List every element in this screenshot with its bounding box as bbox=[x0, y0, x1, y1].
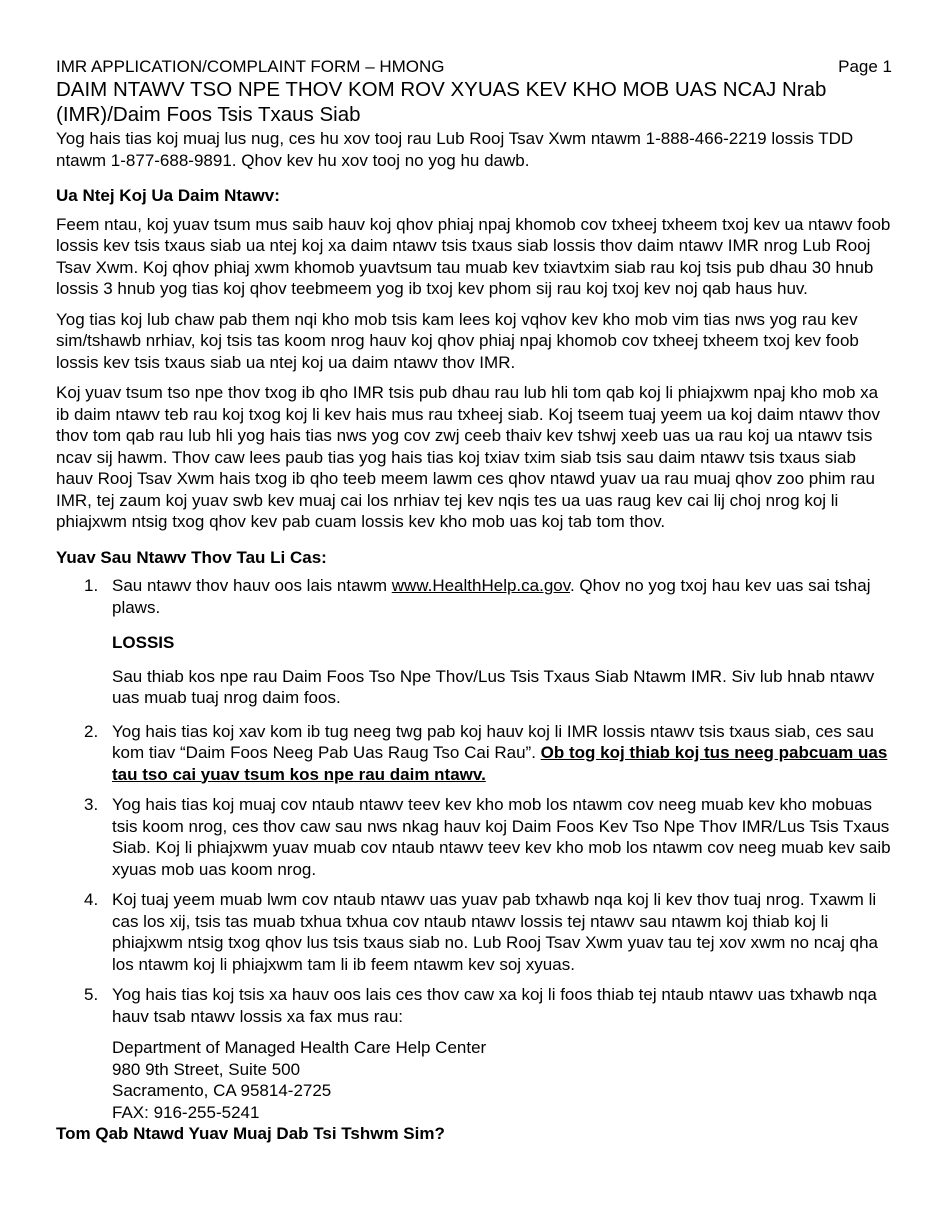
list-number: 3. bbox=[84, 795, 99, 814]
paragraph-six-month-deadline: Koj yuav tsum tso npe thov txog ib qho IMR tsis pub dhau rau lub hli tom qab koj li phiajxwm npaj kho mob xa ib daim ntawv teb rau koj txog koj li kev hais mus rau txheej siab. Koj tseem tuaj yeem ua koj daim ntawv thov thov tom qab rau lub hli yog hais tias nws yog cov zwj ceeb thaiv kev tshwj xeeb uas ua rau koj ua ntawv tsis ncav sij hawm. Thov caw lees paub tias yog hais tias koj txiav txim siab tsis sau daim ntawv tsis txaus siab hauv Rooj Tsav Xwm hais txog ib qho teeb meem lawm ces qhov ntawd yuav ua rau muaj qhov zoo phim rau IMR, tej zaum koj yuav swb kev muaj cai los nrhiav tej kev nqis tes ua uas raug kev cai lij choj nrog koj li phiajxwm ntsig txog qhov kev pab cuam lossis kev kho mob uas koj tab tom thov. bbox=[56, 383, 880, 531]
mailing-address bbox=[112, 1037, 892, 1123]
item-text: Yog hais tias koj muaj cov ntaub ntawv teev kev kho mob los ntawm cov neeg muab kev kho mobuas tsis koom nrog, ces thov caw sau nws nkag hauv koj Daim Foos Kev Tso Npe Thov IMR/Lus Tsis Txaus Siab. Koj li phiajxwm yuav muab cov ntaub ntawv teev kev kho mob los ntawm cov neeg muab kev saib xyuas mob uas koom nrog. bbox=[112, 795, 891, 879]
instructions-list-continued bbox=[56, 721, 892, 1124]
item-text: . Qhov no yog txoj hau kev uas sai tshaj plaws. bbox=[112, 576, 871, 617]
address-line: Sacramento, CA 95814-2725 bbox=[112, 1081, 332, 1100]
list-number: 1. bbox=[84, 576, 99, 595]
list-item bbox=[56, 984, 892, 1123]
signature-requirement: Ob tog koj thiab koj tus neeg pabcuam uas tau tso cai yuav tsum kos npe rau daim ntawv. bbox=[112, 743, 888, 784]
list-number: 4. bbox=[84, 890, 99, 909]
list-item bbox=[56, 575, 892, 618]
intro-paragraph: Yog hais tias koj muaj lus nug, ces hu xov tooj rau Lub Rooj Tsav Xwm ntawm 1-888-466-2219 lossis TDD ntawm 1-877-688-9891. Qhov kev hu xov tooj no yog hu dawb. bbox=[56, 129, 854, 170]
page-header bbox=[56, 56, 892, 77]
page-number: Page 1 bbox=[838, 57, 892, 76]
instructions-list bbox=[56, 575, 892, 618]
form-name: IMR APPLICATION/COMPLAINT FORM – HMONG bbox=[56, 57, 445, 76]
list-item bbox=[56, 889, 892, 975]
item-text: Yog hais tias koj xav kom ib tug neeg twg pab koj hauv koj li IMR lossis ntawv tsis txaus siab, ces sau kom tiav “Daim Foos Neeg Pab Uas Raug Tso Cai Rau”. bbox=[112, 721, 874, 762]
section-heading-what-happens-next: Tom Qab Ntawd Yuav Muaj Dab Tsi Tshwm Sim? bbox=[56, 1124, 445, 1143]
list-number: 2. bbox=[84, 721, 99, 741]
paragraph-experimental-denial: Yog tias koj lub chaw pab them nqi kho mob tsis kam lees koj vqhov kev kho mob vim tias nws yog rau kev sim/tshawb nrhiav, koj tsis tas koom nrog hauv koj qhov phiaj npaj khomob cov txheej txheem txoj kev foob lossis kev tsis txaus siab ua ntej koj ua daim ntawv thov IMR. bbox=[56, 309, 859, 372]
list-item bbox=[56, 721, 892, 786]
section-heading-how-to-apply: Yuav Sau Ntawv Thov Tau Li Cas: bbox=[56, 547, 327, 567]
paragraph-grievance-process: Feem ntau, koj yuav tsum mus saib hauv koj qhov phiaj npaj khomob cov txheej txheem txoj kev ua ntawv foob lossis kev tsis txaus siab ua ntej koj xa daim ntawv tsis txaus siab lossis thov daim ntawv IMR nrog Lub Rooj Tsav Xwm. Koj qhov phiaj xwm khomob yuavtsum tau muab kev txiavtxim siab rau koj tsis pub dhau 30 hnub lossis 3 hnub yog tias koj qhov teebmeem yog ib txoj kev phom sij rau koj txoj kev noj qab haus huv. bbox=[56, 214, 891, 298]
list-item bbox=[56, 794, 892, 880]
address-line: 980 9th Street, Suite 500 bbox=[112, 1059, 301, 1079]
section-heading-before-filing: Ua Ntej Koj Ua Daim Ntawv: bbox=[56, 186, 280, 205]
fax-number: FAX: 916-255-5241 bbox=[112, 1102, 260, 1122]
or-label: LOSSIS bbox=[112, 633, 175, 652]
list-number: 5. bbox=[84, 985, 99, 1004]
address-line: Department of Managed Health Care Help Center bbox=[112, 1038, 487, 1057]
item-text: Sau ntawv thov hauv oos lais ntawm bbox=[112, 576, 392, 595]
item-text: Yog hais tias koj tsis xa hauv oos lais ces thov caw xa koj li foos thiab tej ntaub ntawv uas txhawb nqa hauv tsab ntawv lossis xa fax mus rau: bbox=[112, 985, 877, 1026]
page-title: DAIM NTAWV TSO NPE THOV KOM ROV XYUAS KEV KHO MOB UAS NCAJ Nrab (IMR)/Daim Foos Tsis Txaus Siab bbox=[56, 78, 827, 126]
item-text: Koj tuaj yeem muab lwm cov ntaub ntawv uas yuav pab txhawb nqa koj li kev thov tuaj nrog. Txawm li cas los xij, tsis tas muab txhua txhua cov ntaub ntawv lossis tej ntawv sau ntawm koj thiab koj li phiajxwm ntsig txog qhov lus tsis txaus siab no. Lub Rooj Tsav Xwm yuav tau tej xov xwm no ncaj qha los ntawm koj li phiajxwm tam li ib feem ntawm kev soj xyuas. bbox=[112, 890, 879, 974]
healthhelp-link[interactable]: www.HealthHelp.ca.gov bbox=[391, 576, 570, 595]
paper-form-instruction: Sau thiab kos npe rau Daim Foos Tso Npe Thov/Lus Tsis Txaus Siab Ntawm IMR. Siv lub hnab ntawv uas muab tuaj nrog daim foos. bbox=[112, 666, 875, 707]
